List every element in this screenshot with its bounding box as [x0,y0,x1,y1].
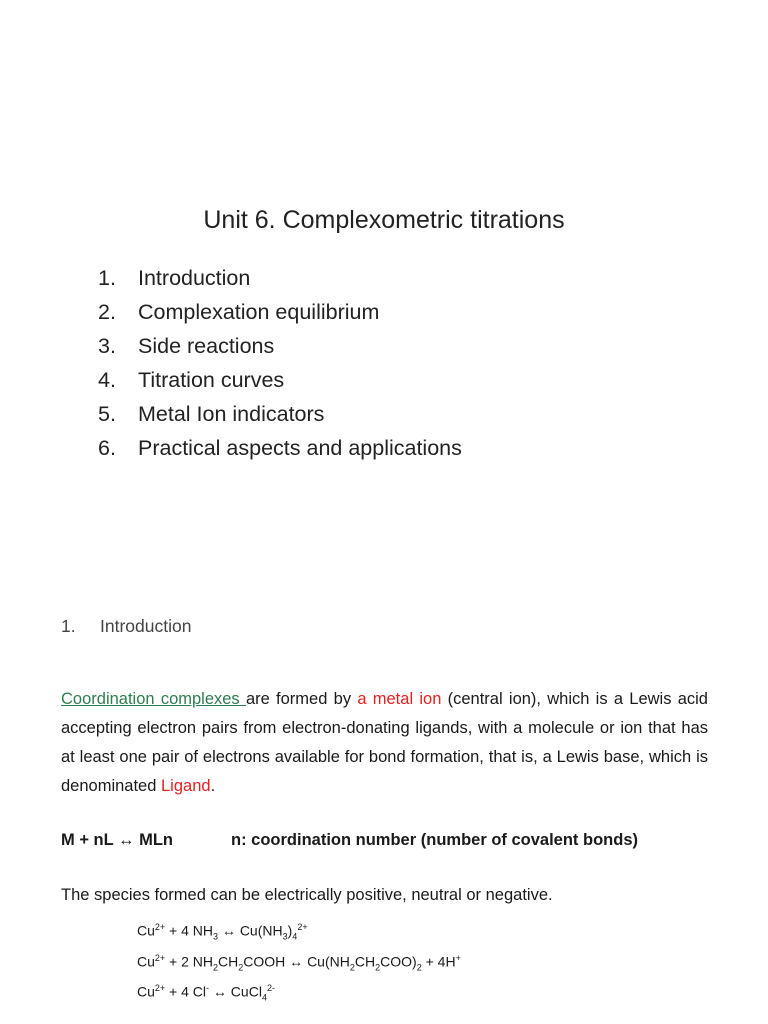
table-of-contents [98,262,462,466]
toc-number: 2. [98,300,116,324]
paragraph-text: . [210,777,216,795]
toc-number: 5. [98,402,116,426]
toc-number: 4. [98,368,116,392]
toc-item [98,398,462,432]
toc-item [98,364,462,398]
toc-label: Complexation equilibrium [138,300,380,324]
toc-label: Introduction [138,266,251,290]
toc-item [98,262,462,296]
paragraph-text: are formed by [245,690,358,708]
section-label: Introduction [100,616,192,636]
ligand-highlight: Ligand [161,777,211,795]
paragraph-text: (central ion), which is a Lewis acid accepting electron pairs from electron-donating ligands, with a molecule or ion that has at least one pair of electrons available for bond formation, that is, a Lewis base, which is denominated [61,690,708,795]
toc-item [98,296,462,330]
toc-label: Metal Ion indicators [138,402,325,426]
intro-paragraph [61,685,708,801]
toc-number: 1. [98,266,116,290]
toc-label: Side reactions [138,334,275,358]
toc-label: Titration curves [138,368,285,392]
equation-formula: M + nL ↔ MLn [61,831,173,849]
coordination-complexes-link[interactable]: Coordination complexes [61,690,246,708]
metal-ion-highlight: a metal ion [357,690,442,708]
section-heading [61,616,191,637]
reaction-1: $Cu^{2+} + 4$ $NH_3$ ↔ $Cu(NH_3)_4^{2+}$ [137,922,308,942]
page-title: Unit 6. Complexometric titrations [203,206,565,234]
toc-number: 3. [98,334,116,358]
section-number: 1. [61,616,76,636]
toc-item [98,330,462,364]
general-equation [61,831,638,850]
equation-note: n: coordination number (number of covalent bonds) [231,831,638,849]
toc-item [98,432,462,466]
reaction-3: $Cu^{2+} + 4$ Cl- ↔ CuCl$_4^{2-}$ [137,983,275,1003]
reaction-2: $Cu^{2+} + 2$ $NH_2CH_2COOH$ ↔ $Cu(NH_2CH_2COO)_2 + 4H^+$ [137,953,461,973]
species-statement: The species formed can be electrically positive, neutral or negative. [61,886,553,904]
toc-label: Practical aspects and applications [138,436,462,460]
toc-number: 6. [98,436,116,460]
